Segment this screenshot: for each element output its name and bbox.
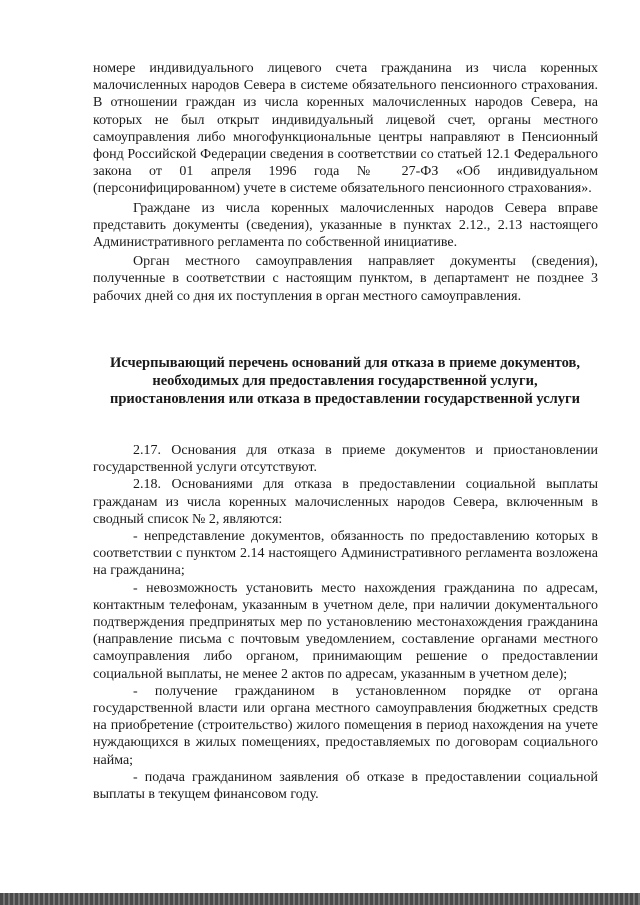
- paragraph-citizens-right: Граждане из числа коренных малочисленных народов Севера вправе представить документы (сведения), указанные в пунктах 2.12., 2.13 настоящего Административного регламента по собственной инициативе.: [93, 200, 598, 251]
- paragraph-2-18: 2.18. Основаниями для отказа в предоставлении социальной выплаты гражданам из числа коренных малочисленных народов Севера, включенным в сводный список № 2, являются:: [93, 477, 598, 527]
- list-item-funds-received: - получение гражданином в установленном порядке от органа государственной власти или органа местного самоуправления бюджетных средств на приобретение (строительство) жилого помещения в период нахождения на учете нуждающихся в жилых помещениях, предоставляемых по договорам социального найма;: [93, 683, 598, 768]
- paragraph-local-authority: Орган местного самоуправления направляет документы (сведения), полученные в соответствии с настоящим пунктом, в департамент не позднее 3 рабочих дней со дня их поступления в орган местного самоуправления.: [93, 254, 598, 304]
- section-heading: Исчерпывающий перечень оснований для отказа в приеме документов, необходимых для предоставления государственной услуги, приостановления или отказа в предоставлении государственной услуги: [110, 355, 580, 407]
- text-block-bottom: [93, 442, 598, 803]
- scan-bottom-border: [0, 893, 640, 905]
- text-block-top: [93, 60, 598, 305]
- paragraph-continuation: номере индивидуального лицевого счета гражданина из числа коренных малочисленных народов Севера в системе обязательного пенсионного страхования. В отношении граждан из числа коренных малочисленных народов Севера, на которых не был открыт индивидуальный лицевой счет, органы местного самоуправления либо многофункциональные центры направляют в Пенсионный фонд Российской Федерации сведения в соответствии со статьей 12.1 Федерального закона от 01 апреля 1996 года № 27-ФЗ «Об индивидуальном (персонифицированном) учете в системе обязательного пенсионного страхования».: [93, 61, 598, 197]
- list-item-nonsubmission: - непредставление документов, обязанность по предоставлению которых в соответствии с пунктом 2.14 настоящего Административного регламента возложена на гражданина;: [93, 529, 598, 579]
- list-item-refusal-application: - подача гражданином заявления об отказе в предоставлении социальной выплаты в текущем финансовом году.: [93, 769, 598, 803]
- list-item-location-unknown: - невозможность установить место нахождения гражданина по адресам, контактным телефонам, указанным в учетном деле, при наличии документального подтверждения предпринятых мер по установлению местонахождения гражданина (направление письма с почтовым уведомлением, составление органами местного самоуправления либо органом, принимающим решение о предоставлении социальной выплаты, не менее 2 актов по адресам, указанным в учетном деле);: [93, 580, 598, 682]
- paragraph-2-17: 2.17. Основания для отказа в приеме документов и приостановлении государственной услуги отсутствуют.: [93, 443, 598, 476]
